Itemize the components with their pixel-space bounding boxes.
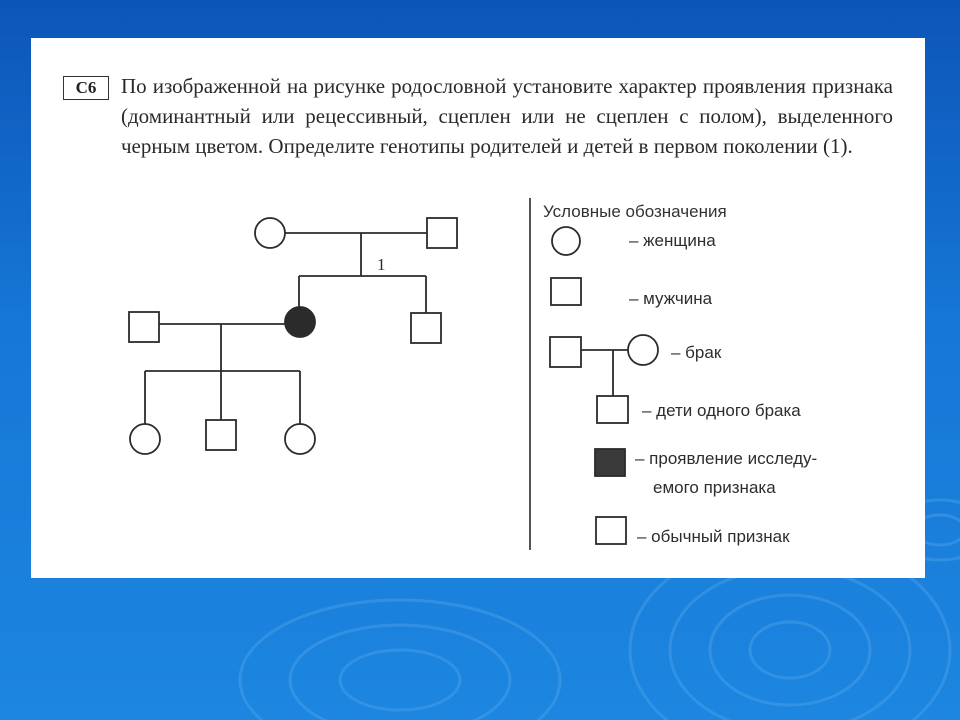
grandchild-male-symbol xyxy=(206,420,236,450)
slide-content xyxy=(31,38,925,578)
son-male-symbol xyxy=(411,313,441,343)
legend-marriage-label: – брак xyxy=(671,343,722,362)
task-number-badge: С6 xyxy=(63,76,109,100)
affected-female-symbol xyxy=(285,307,315,337)
legend-title: Условные обозначения xyxy=(543,202,727,221)
grandchild-female-symbol-1 xyxy=(130,424,160,454)
legend-trait-symbol xyxy=(595,449,625,476)
legend-normal-symbol xyxy=(596,517,626,544)
legend-marriage-female-symbol xyxy=(628,335,658,365)
legend-female-label: – женщина xyxy=(629,231,716,250)
pedigree-diagram xyxy=(31,38,925,578)
task-text: По изображенной на рисунке родословной установите характер проявления признака (доминантный или рецессивный, сцеплен или не сцеплен с полом), выделенного черным цветом. Определите генотипы родителей и детей в первом поколении (1). xyxy=(121,74,893,158)
parent-female-symbol xyxy=(255,218,285,248)
legend-marriage-male-symbol xyxy=(550,337,581,367)
legend-male-symbol xyxy=(551,278,581,305)
legend-male-label: – мужчина xyxy=(629,289,713,308)
parent-male-symbol xyxy=(427,218,457,248)
generation-label: 1 xyxy=(377,255,386,274)
legend-female-symbol xyxy=(552,227,580,255)
grandchild-female-symbol-2 xyxy=(285,424,315,454)
legend-normal-label: – обычный признак xyxy=(637,527,790,546)
legend-trait-label-line1: – проявление исследу- xyxy=(635,449,818,468)
legend-trait-label-line2: емого признака xyxy=(653,478,776,497)
legend-children-label: – дети одного брака xyxy=(642,401,801,420)
spouse-male-symbol xyxy=(129,312,159,342)
legend-child-symbol xyxy=(597,396,628,423)
